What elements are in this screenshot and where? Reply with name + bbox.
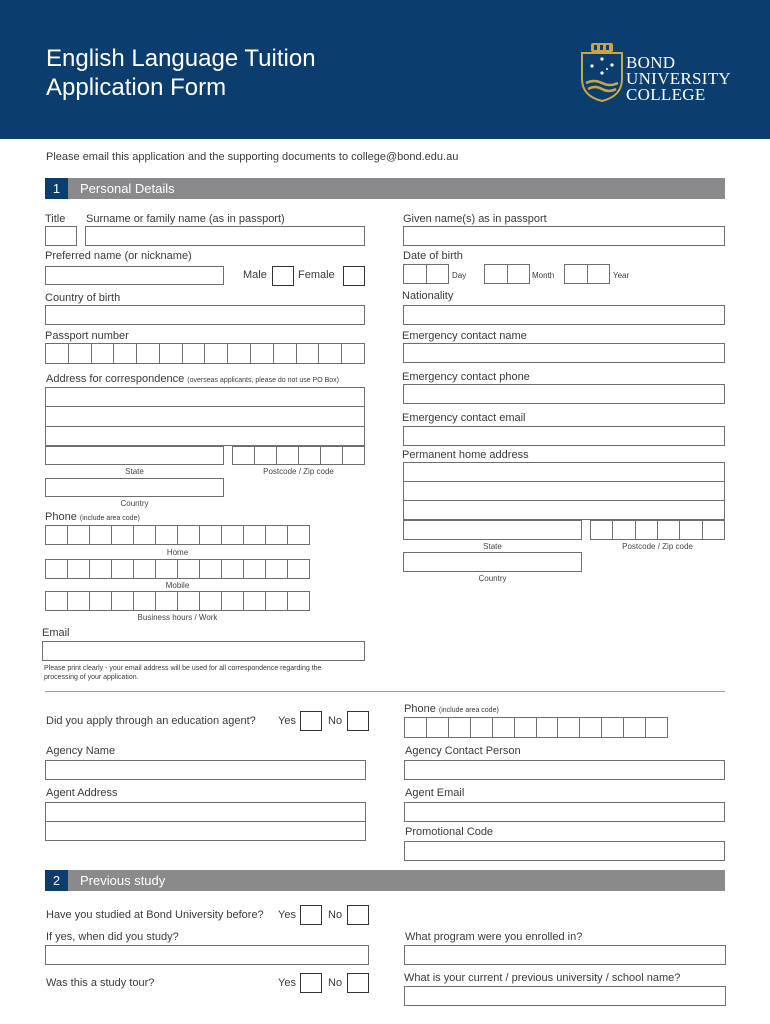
intro-text: Please email this application and the supporting documents to college@bond.edu.au xyxy=(46,151,459,163)
form-title-line-1: English Language Tuition xyxy=(46,45,316,72)
male-label: Male xyxy=(243,269,267,281)
phone-label xyxy=(45,511,140,523)
logo-line-1: BOND xyxy=(626,53,676,72)
title-label: Title xyxy=(45,213,66,225)
dob-label: Date of birth xyxy=(403,250,463,262)
home-caption: Home xyxy=(166,548,189,557)
bond-crest-icon xyxy=(579,41,625,103)
form-title xyxy=(46,44,316,102)
study-tour-question: Was this a study tour? xyxy=(46,977,155,989)
state-caption: State xyxy=(125,467,144,476)
permanent-address-label: Permanent home address xyxy=(402,449,529,461)
postcode-caption: Postcode / Zip code xyxy=(263,467,334,476)
agency-contact-label: Agency Contact Person xyxy=(405,745,521,757)
tour-no-checkbox[interactable] xyxy=(347,973,369,993)
agent-phone-label xyxy=(404,703,499,715)
tour-yes-checkbox[interactable] xyxy=(300,973,322,993)
agent-phone-cells[interactable] xyxy=(404,717,668,738)
address-label xyxy=(46,373,339,385)
promo-input[interactable] xyxy=(404,841,725,861)
emergency-name-label: Emergency contact name xyxy=(402,330,527,342)
school-name-label: What is your current / previous university / school name? xyxy=(404,972,681,984)
passport-number-cells[interactable] xyxy=(45,343,365,364)
program-label: What program were you enrolled in? xyxy=(405,931,583,943)
address-label-text: Address for correspondence xyxy=(46,373,185,385)
surname-label: Surname or family name (as in passport) xyxy=(86,213,285,225)
country-of-birth-input[interactable] xyxy=(45,305,365,325)
agency-name-input[interactable] xyxy=(45,760,366,780)
emergency-phone-input[interactable] xyxy=(403,384,725,404)
emergency-name-input[interactable] xyxy=(403,343,725,363)
program-input[interactable] xyxy=(404,945,726,965)
address-note: (overseas applicants, please do not use PO Box) xyxy=(187,377,340,384)
agency-name-label: Agency Name xyxy=(46,745,116,757)
section-2-title: Previous study xyxy=(80,873,166,888)
agency-contact-input[interactable] xyxy=(404,760,725,780)
dob-day-cells[interactable] xyxy=(403,264,449,284)
email-input[interactable] xyxy=(42,641,365,661)
phone-note: (include area code) xyxy=(79,515,140,522)
female-label: Female xyxy=(298,269,335,281)
section-1-number: 1 xyxy=(45,178,68,199)
email-note-line-1: Please print clearly - your email address will be used for all correspondence regarding the xyxy=(44,665,322,672)
agent-email-input[interactable] xyxy=(404,802,725,822)
agent-yes-label: Yes xyxy=(278,715,296,727)
male-checkbox[interactable] xyxy=(272,266,294,286)
state-input[interactable] xyxy=(45,446,224,465)
work-phone-cells[interactable] xyxy=(45,591,310,611)
agent-phone-label-text: Phone xyxy=(404,703,436,715)
tour-no-label: No xyxy=(328,977,343,989)
agent-address-lines[interactable] xyxy=(45,802,366,841)
day-label: Day xyxy=(452,271,467,280)
agent-address-label: Agent Address xyxy=(46,787,118,799)
perm-postcode-caption: Postcode / Zip code xyxy=(622,542,693,551)
logo-line-2: UNIVERSITY xyxy=(626,69,731,88)
country-caption: Country xyxy=(120,499,149,508)
emergency-phone-label: Emergency contact phone xyxy=(402,371,530,383)
tour-yes-label: Yes xyxy=(278,977,296,989)
studied-no-checkbox[interactable] xyxy=(347,905,369,925)
school-name-input[interactable] xyxy=(404,986,726,1006)
given-name-input[interactable] xyxy=(403,226,725,246)
agent-yes-checkbox[interactable] xyxy=(300,711,322,731)
logo-line-3: COLLEGE xyxy=(626,85,706,104)
emergency-email-input[interactable] xyxy=(403,426,725,446)
preferred-name-label: Preferred name (or nickname) xyxy=(45,250,192,262)
postcode-cells[interactable] xyxy=(232,446,365,465)
agent-no-label: No xyxy=(328,715,343,727)
email-note-line-2: processing of your application. xyxy=(44,674,139,681)
emergency-email-label: Emergency contact email xyxy=(402,412,526,424)
month-label: Month xyxy=(532,271,555,280)
permanent-address-lines[interactable] xyxy=(403,462,725,520)
address-lines[interactable] xyxy=(45,387,365,446)
business-caption: Business hours / Work xyxy=(137,613,218,622)
country-input[interactable] xyxy=(45,478,224,497)
studied-no-label: No xyxy=(328,909,343,921)
agent-email-label: Agent Email xyxy=(405,787,465,799)
dob-year-cells[interactable] xyxy=(564,264,610,284)
email-note xyxy=(44,664,321,682)
agent-phone-note: (include area code) xyxy=(438,707,499,714)
home-phone-cells[interactable] xyxy=(45,525,310,545)
country-of-birth-label: Country of birth xyxy=(45,292,121,304)
studied-yes-label: Yes xyxy=(278,909,296,921)
preferred-name-input[interactable] xyxy=(45,266,224,285)
perm-country-input[interactable] xyxy=(403,552,582,572)
email-label: Email xyxy=(42,627,70,639)
title-input[interactable] xyxy=(45,226,77,246)
phone-label-text: Phone xyxy=(45,511,77,523)
female-checkbox[interactable] xyxy=(343,266,365,286)
agent-question: Did you apply through an education agent? xyxy=(46,715,256,727)
when-studied-input[interactable] xyxy=(45,945,369,965)
perm-postcode-cells[interactable] xyxy=(590,520,725,540)
agent-no-checkbox[interactable] xyxy=(347,711,369,731)
promo-label: Promotional Code xyxy=(405,826,494,838)
section-2-number: 2 xyxy=(45,870,68,891)
nationality-label: Nationality xyxy=(402,290,454,302)
mobile-caption: Mobile xyxy=(165,581,190,590)
given-name-label: Given name(s) as in passport xyxy=(403,213,547,225)
year-label: Year xyxy=(613,271,630,280)
studied-yes-checkbox[interactable] xyxy=(300,905,322,925)
perm-state-caption: State xyxy=(483,542,502,551)
studied-question: Have you studied at Bond University before? xyxy=(46,909,264,921)
perm-country-caption: Country xyxy=(478,574,507,583)
nationality-input[interactable] xyxy=(403,305,725,325)
bond-logo-text xyxy=(626,55,731,103)
form-title-line-2: Application Form xyxy=(46,74,227,101)
section-1-title: Personal Details xyxy=(80,181,175,196)
perm-state-input[interactable] xyxy=(403,520,582,540)
dob-month-cells[interactable] xyxy=(484,264,530,284)
surname-input[interactable] xyxy=(85,226,365,246)
section-divider xyxy=(45,691,725,692)
passport-label: Passport number xyxy=(45,330,129,342)
mobile-phone-cells[interactable] xyxy=(45,559,310,579)
when-studied-label: If yes, when did you study? xyxy=(46,931,179,943)
